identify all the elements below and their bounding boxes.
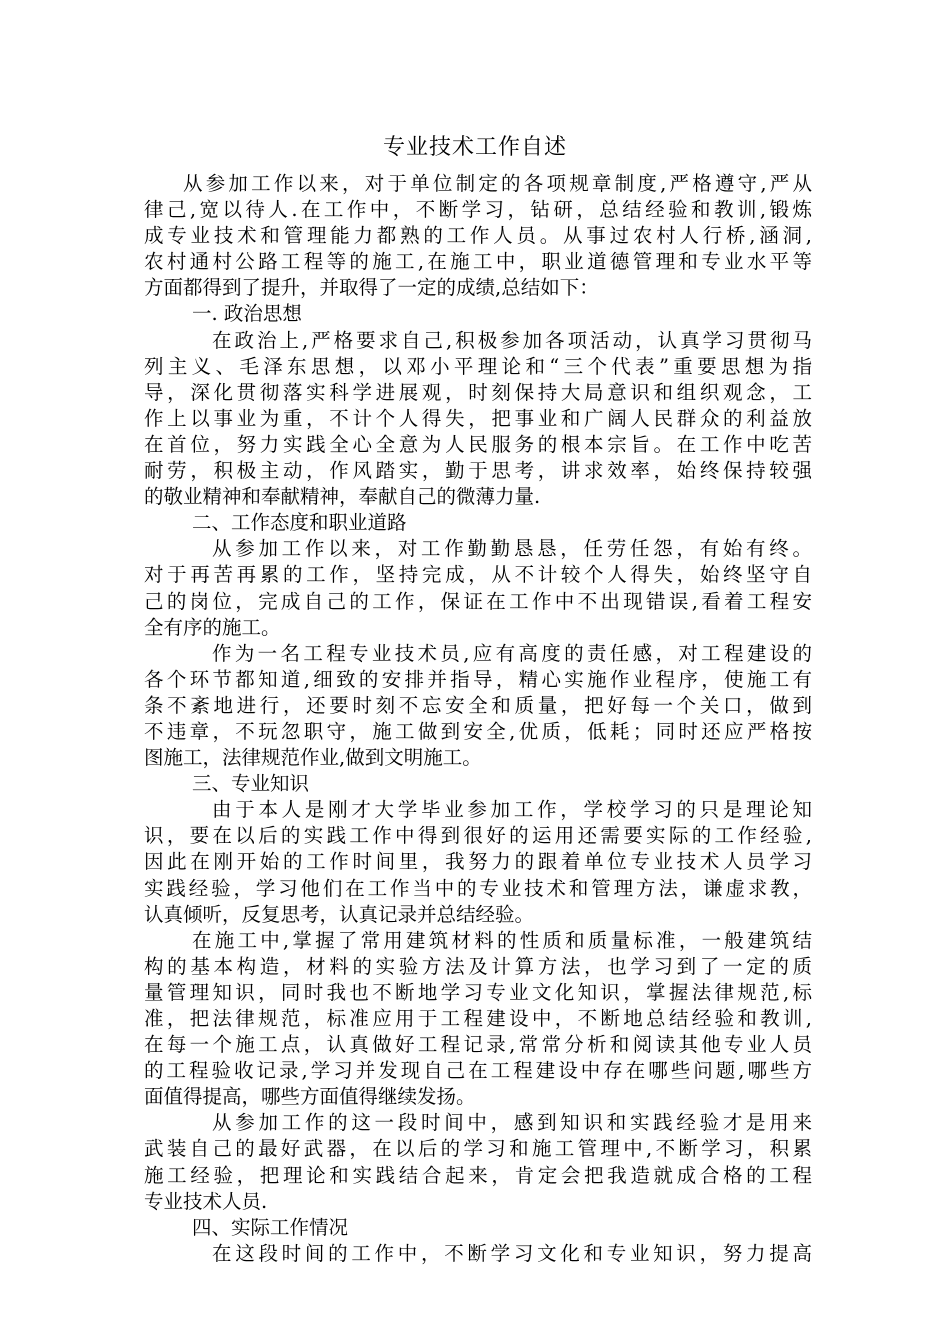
text-line: 在施工中,掌握了常用建筑材料的性质和质量标准，一般建筑结	[192, 928, 812, 952]
text-line: 准，把法律规范，标准应用于工程建设中，不断地总结经验和教训,	[144, 1007, 812, 1030]
text-line: 认真倾听，反复思考，认真记录并总结经验。	[144, 902, 535, 926]
text-line: 面值得提高，哪些方面值得继续发扬。	[144, 1085, 476, 1109]
text-line: 构的基本构造，材料的实验方法及计算方法，也学习到了一定的质	[144, 954, 812, 978]
text-line: 全有序的施工。	[144, 615, 281, 639]
text-line: 识，要在以后的实践工作中得到很好的运用还需要实际的工作经验,	[144, 824, 812, 848]
text-line: 在这段时间的工作中，不断学习文化和专业知识，努力提高	[212, 1241, 812, 1265]
text-line: 武装自己的最好武器，在以后的学习和施工管理中,不断学习，积累	[144, 1137, 812, 1161]
text-line: 在每一个施工点，认真做好工程记录,常常分析和阅读其他专业人员	[144, 1033, 812, 1057]
text-line: 施工经验，把理论和实践结合起来，肯定会把我造就成合格的工程	[144, 1163, 812, 1187]
text-line: 图施工，法律规范作业,做到文明施工。	[144, 746, 482, 770]
text-line: 各个环节都知道,细致的安排并指导，精心实施作业程序，使施工有	[144, 667, 812, 691]
text-line: 农村通村公路工程等的施工,在施工中，职业道德管理和专业水平等	[144, 250, 812, 274]
text-line: 律己,宽以待人.在工作中，不断学习，钻研，总结经验和教训,锻炼	[144, 198, 812, 222]
text-line: 对于再苦再累的工作，坚持完成，从不计较个人得失，始终坚守自	[144, 563, 812, 587]
text-line: 列主义、毛泽东思想，以邓小平理论和“三个代表”重要思想为指	[144, 354, 812, 378]
text-line: 己的岗位，完成自己的工作，保证在工作中不出现错误,看着工程安	[144, 589, 812, 613]
text-line: 耐劳，积极主动，作风踏实，勤于思考，讲求效率，始终保持较强	[144, 459, 812, 483]
text-line: 从参加工作的这一段时间中，感到知识和实践经验才是用来	[212, 1111, 812, 1135]
document-title: 专业技术工作自述	[382, 135, 567, 160]
text-line: 量管理知识，同时我也不断地学习专业文化知识，掌握法律规范,标	[144, 980, 812, 1004]
text-line: 的工程验收记录,学习并发现自己在工程建设中存在哪些问题,哪些方	[144, 1059, 812, 1083]
text-line: 条不紊地进行，还要时刻不忘安全和质量，把好每一个关口，做到	[144, 693, 812, 717]
text-line: 专业技术人员.	[144, 1189, 268, 1213]
text-line: 三、专业知识	[192, 772, 310, 796]
text-line: 实践经验，学习他们在工作当中的专业技术和管理方法，谦虚求教，	[144, 876, 812, 900]
text-line: 二、工作态度和职业道路	[192, 511, 407, 535]
text-line: 的敬业精神和奉献精神，奉献自己的微薄力量.	[144, 485, 541, 509]
text-line: 方面都得到了提升，并取得了一定的成绩,总结如下：	[144, 276, 599, 300]
text-line: 导，深化贯彻落实科学进展观，时刻保持大局意识和组织观念，工	[144, 380, 812, 404]
text-line: 在首位，努力实践全心全意为人民服务的根本宗旨。在工作中吃苦	[144, 432, 812, 456]
text-line: 作上以事业为重，不计个人得失，把事业和广阔人民群众的利益放	[144, 406, 812, 430]
text-line: 由于本人是刚才大学毕业参加工作，学校学习的只是理论知	[212, 798, 812, 822]
document-body	[144, 171, 812, 1267]
text-line: 作为一名工程专业技术员,应有高度的责任感，对工程建设的	[212, 641, 812, 665]
text-line: 不违章，不玩忽职守，施工做到安全,优质，低耗；同时还应严格按	[144, 719, 812, 743]
text-line: 成专业技术和管理能力都熟的工作人员。从事过农村人行桥,涵洞,	[144, 224, 812, 248]
text-line: 从参加工作以来，对工作勤勤恳恳，任劳任怨，有始有终。	[212, 537, 812, 561]
text-line: 在政治上,严格要求自己,积极参加各项活动，认真学习贯彻马	[212, 328, 812, 352]
text-line: 因此在刚开始的工作时间里，我努力的跟着单位专业技术人员学习	[144, 850, 812, 874]
text-line: 四、实际工作情况	[192, 1215, 349, 1239]
text-line: 一. 政治思想	[192, 302, 302, 326]
text-line: 从参加工作以来，对于单位制定的各项规章制度,严格遵守,严从	[183, 172, 812, 195]
